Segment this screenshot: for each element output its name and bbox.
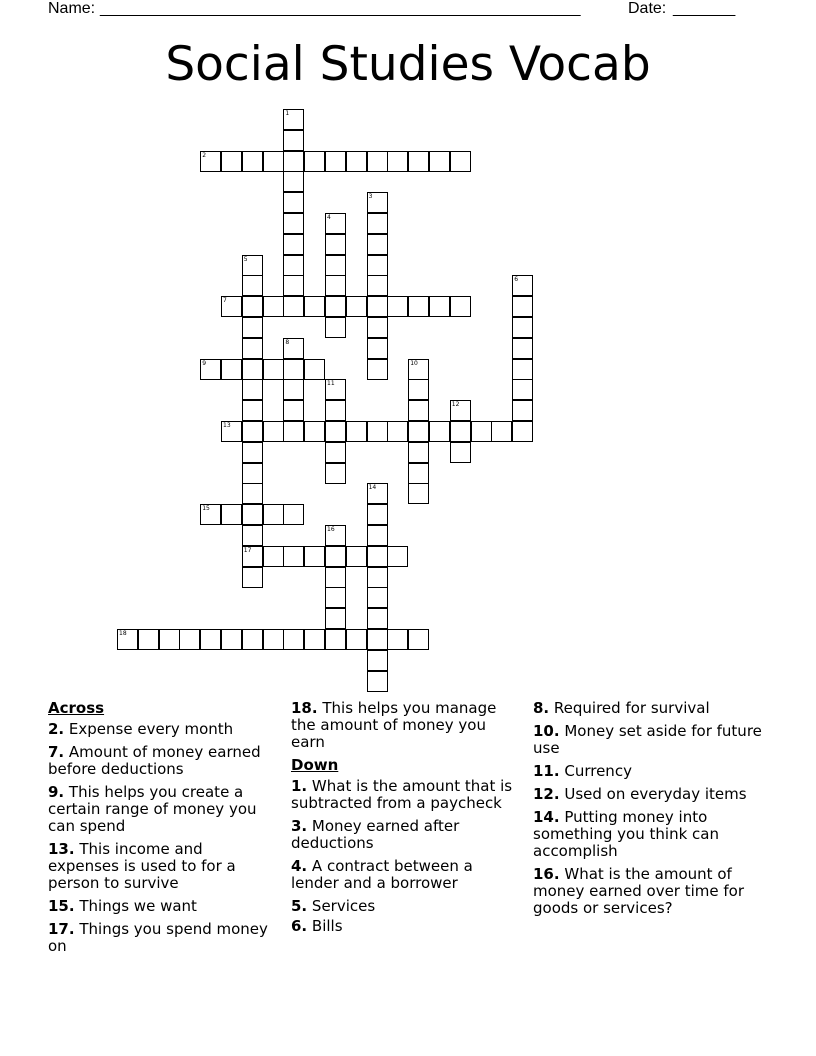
grid-cell[interactable]: [367, 504, 388, 525]
grid-cell[interactable]: [512, 317, 533, 338]
clue-down: 12. Used on everyday items: [533, 785, 747, 803]
grid-cell[interactable]: [304, 296, 325, 317]
grid-cell[interactable]: [346, 151, 367, 172]
grid-cell[interactable]: [367, 296, 388, 317]
grid-cell[interactable]: [387, 151, 408, 172]
clue-down: 16. What is the amount of money earned over time for goods or services?: [533, 865, 745, 917]
clues-column-1: [48, 700, 278, 961]
grid-cell[interactable]: [408, 151, 429, 172]
grid-cell[interactable]: [450, 421, 471, 442]
cell-number: 2: [202, 151, 207, 159]
grid-cell[interactable]: [450, 442, 471, 463]
cell-number: 8: [285, 338, 290, 346]
cell-number: 1: [285, 110, 290, 117]
grid-cell[interactable]: [242, 338, 263, 359]
grid-cell[interactable]: [408, 421, 429, 442]
date-label: Date:: [628, 0, 667, 17]
clue-across: 2. Expense every month: [48, 720, 234, 738]
grid-cell[interactable]: [242, 400, 263, 421]
grid-cell[interactable]: [283, 171, 304, 192]
grid-cell[interactable]: [325, 421, 346, 442]
grid-cell[interactable]: [283, 504, 304, 525]
grid-cell[interactable]: [242, 379, 263, 400]
clues-column-2: [291, 700, 521, 941]
grid-cell[interactable]: [179, 629, 200, 650]
grid-cell[interactable]: [346, 629, 367, 650]
grid-cell[interactable]: [512, 400, 533, 421]
grid-cell[interactable]: [304, 629, 325, 650]
grid-cell[interactable]: [408, 442, 429, 463]
grid-cell[interactable]: [367, 213, 388, 234]
clue-across: 9. This helps you create a certain range of money you can spend: [48, 783, 257, 835]
grid-cell[interactable]: [325, 442, 346, 463]
grid-cell[interactable]: [242, 629, 263, 650]
clue-down: 5. Services: [291, 897, 376, 915]
grid-cell[interactable]: [325, 546, 346, 567]
grid-cell[interactable]: [304, 546, 325, 567]
grid-cell[interactable]: [367, 587, 388, 608]
grid-cell[interactable]: [242, 275, 263, 296]
cell-number: 18: [119, 630, 127, 637]
grid-cell[interactable]: [263, 421, 284, 442]
grid-cell[interactable]: [283, 130, 304, 151]
grid-cell[interactable]: [242, 296, 263, 317]
grid-cell[interactable]: [387, 546, 408, 567]
name-label: Name:: [48, 0, 96, 17]
grid-cell[interactable]: [367, 546, 388, 567]
grid-cell[interactable]: [387, 296, 408, 317]
grid-cell[interactable]: [242, 525, 263, 546]
clue-down: 10. Money set aside for future use: [533, 722, 762, 757]
grid-cell[interactable]: [471, 421, 492, 442]
grid-cell[interactable]: [221, 359, 242, 380]
grid-cell[interactable]: [408, 629, 429, 650]
cell-number: 7: [223, 297, 227, 305]
grid-cell[interactable]: [512, 379, 533, 400]
grid-cell[interactable]: [325, 317, 346, 338]
grid-cell[interactable]: [408, 400, 429, 421]
clue-down: 6. Bills: [291, 917, 343, 935]
grid-cell[interactable]: [325, 296, 346, 317]
cell-number: 4: [327, 214, 331, 221]
grid-cell[interactable]: [367, 608, 388, 629]
clue-across: 7. Amount of money earned before deductions: [48, 743, 261, 778]
clue-down: 1. What is the amount that is subtracted from a paycheck: [291, 777, 513, 812]
grid-cell[interactable]: [283, 379, 304, 400]
grid-cell[interactable]: [325, 151, 346, 172]
grid-cell[interactable]: [263, 151, 284, 172]
grid-cell[interactable]: [408, 296, 429, 317]
grid-cell[interactable]: [221, 504, 242, 525]
grid-cell[interactable]: [283, 151, 304, 172]
grid-cell[interactable]: [325, 629, 346, 650]
grid-cell[interactable]: [221, 629, 242, 650]
grid-cell[interactable]: [429, 421, 450, 442]
grid-cell[interactable]: [263, 629, 284, 650]
page-title: Social Studies Vocab: [165, 37, 651, 92]
across-heading: Across: [48, 699, 105, 717]
grid-cell[interactable]: [512, 421, 533, 442]
grid-cell[interactable]: [283, 234, 304, 255]
grid-cell[interactable]: [283, 359, 304, 380]
grid-cell[interactable]: [325, 463, 346, 484]
cell-number: 6: [514, 276, 519, 284]
grid-cell[interactable]: [304, 359, 325, 380]
grid-cell[interactable]: [408, 463, 429, 484]
cell-number: 17: [243, 546, 252, 554]
grid-cell[interactable]: [367, 671, 388, 692]
grid-cell[interactable]: [325, 608, 346, 629]
grid-cell[interactable]: [367, 234, 388, 255]
clue-down: 8. Required for survival: [533, 699, 710, 717]
cell-number: 11: [327, 380, 335, 388]
grid-cell[interactable]: [408, 483, 429, 504]
grid-cell[interactable]: [429, 296, 450, 317]
grid-cell[interactable]: [283, 255, 304, 276]
grid-cell[interactable]: [283, 192, 304, 213]
grid-cell[interactable]: [450, 296, 471, 317]
grid-cell[interactable]: [200, 629, 221, 650]
grid-cell[interactable]: [367, 275, 388, 296]
grid-cell[interactable]: [242, 504, 263, 525]
clue-down: 3. Money earned after deductions: [291, 817, 460, 852]
grid-cell[interactable]: [325, 587, 346, 608]
clue-down: 14. Putting money into something you think can accomplish: [533, 808, 719, 860]
grid-cell[interactable]: [138, 629, 159, 650]
cell-number: 5: [243, 255, 248, 263]
grid-cell[interactable]: [242, 567, 263, 588]
grid-cell[interactable]: [242, 359, 263, 380]
grid-cell[interactable]: [325, 567, 346, 588]
grid-cell[interactable]: [263, 296, 284, 317]
grid-cell[interactable]: [346, 546, 367, 567]
grid-cell[interactable]: [242, 151, 263, 172]
grid-cell[interactable]: [242, 317, 263, 338]
grid-cell[interactable]: [325, 400, 346, 421]
date-line: _______: [673, 0, 736, 17]
cell-number: 16: [327, 526, 335, 533]
clue-across: 15. Things we want: [48, 897, 197, 915]
grid-cell[interactable]: [408, 379, 429, 400]
clue-across: 18. This helps you manage the amount of money you earn: [291, 699, 497, 751]
clue-down: 11. Currency: [533, 762, 632, 780]
grid-cell[interactable]: [367, 421, 388, 442]
grid-cell[interactable]: [367, 338, 388, 359]
grid-cell[interactable]: [242, 463, 263, 484]
cell-number: 9: [202, 359, 207, 367]
grid-cell[interactable]: [512, 338, 533, 359]
grid-cell[interactable]: [325, 234, 346, 255]
cell-number: 12: [451, 401, 460, 409]
grid-cell[interactable]: [242, 421, 263, 442]
grid-cell[interactable]: [242, 442, 263, 463]
grid-cell[interactable]: [367, 567, 388, 588]
grid-cell[interactable]: [263, 504, 284, 525]
clue-across: 17. Things you spend money on: [48, 920, 268, 955]
grid-cell[interactable]: [263, 546, 284, 567]
grid-cell[interactable]: [283, 275, 304, 296]
grid-cell[interactable]: [221, 151, 242, 172]
grid-cell[interactable]: [304, 421, 325, 442]
grid-cell[interactable]: [325, 255, 346, 276]
grid-cell[interactable]: [325, 275, 346, 296]
grid-cell[interactable]: [263, 359, 284, 380]
grid-cell[interactable]: [346, 296, 367, 317]
grid-cell[interactable]: [367, 359, 388, 380]
cell-number: 10: [410, 359, 418, 367]
cell-number: 15: [202, 505, 210, 513]
grid-cell[interactable]: [283, 546, 304, 567]
cell-number: 3: [368, 193, 373, 201]
grid-cell[interactable]: [304, 151, 325, 172]
grid-cell[interactable]: [346, 421, 367, 442]
cell-number: 14: [368, 484, 377, 492]
clue-down: 4. A contract between a lender and a borrower: [291, 857, 473, 892]
grid-cell[interactable]: [512, 296, 533, 317]
grid-cell[interactable]: [283, 421, 304, 442]
grid-cell[interactable]: [367, 629, 388, 650]
clue-across: 13. This income and expenses is used to for a person to survive: [48, 840, 236, 892]
grid-cell[interactable]: [367, 255, 388, 276]
cell-number: 13: [223, 422, 231, 429]
grid-cell[interactable]: [387, 421, 408, 442]
grid-cell[interactable]: [159, 629, 180, 650]
grid-cell[interactable]: [283, 213, 304, 234]
grid-cell[interactable]: [283, 296, 304, 317]
grid-cell[interactable]: [450, 151, 471, 172]
name-line: ______________________________________________________: [100, 0, 581, 17]
grid-cell[interactable]: [283, 629, 304, 650]
grid-cell[interactable]: [491, 421, 512, 442]
grid-cell[interactable]: [367, 525, 388, 546]
grid-cell[interactable]: [367, 650, 388, 671]
grid-cell[interactable]: [367, 317, 388, 338]
grid-cell[interactable]: [429, 151, 450, 172]
grid-cell[interactable]: [367, 151, 388, 172]
grid-cell[interactable]: [387, 629, 408, 650]
clues-column-3: [533, 700, 768, 923]
grid-cell[interactable]: [242, 483, 263, 504]
down-heading: Down: [291, 756, 339, 774]
grid-cell[interactable]: [512, 359, 533, 380]
grid-cell[interactable]: [283, 400, 304, 421]
